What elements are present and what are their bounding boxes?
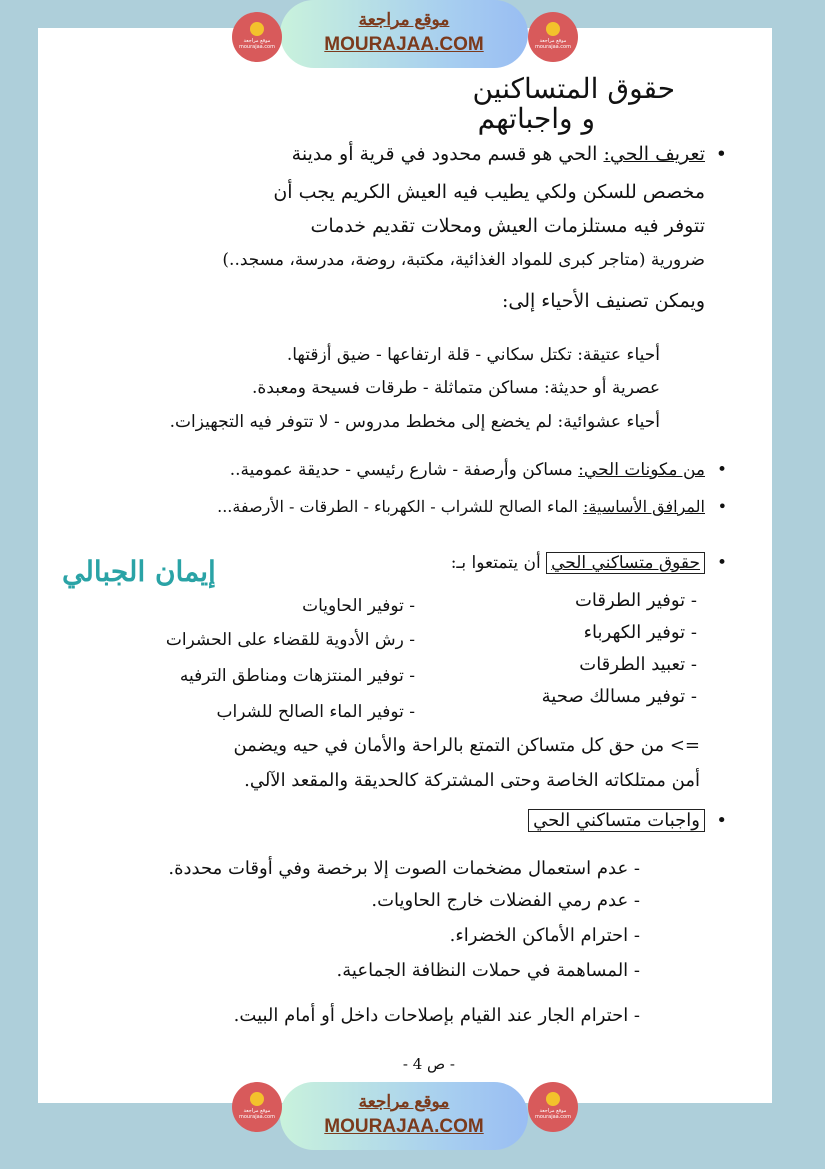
- duty-item: - عدم استعمال مضخمات الصوت إلا برخصة وفي أوقات محددة.: [168, 858, 640, 879]
- banner-site[interactable]: MOURAJAA.COM: [324, 1116, 484, 1137]
- type-item: عصرية أو حديثة: مساكن متماثلة - طرقات فسيحة ومعبدة.: [252, 378, 660, 398]
- duties-heading: • واجبات متساكني الحي: [528, 810, 705, 831]
- type-item: أحياء عشوائية: لم يخضع إلى مخطط مدروس - لا تتوفر فيه التجهيزات.: [169, 412, 660, 432]
- definition-line: ضرورية (متاجر كبرى للمواد الغذائية، مكتبة، روضة، مدرسة، مسجد..): [222, 250, 705, 270]
- definition-line: • تعريف الحي: الحي هو قسم محدود في قرية أو مدينة: [292, 143, 705, 165]
- rights-item: - توفير مسالك صحية: [541, 686, 697, 707]
- rights-item: - توفير الكهرباء: [583, 622, 697, 643]
- site-logo-icon: موقع مراجعة mourajaa.com: [528, 12, 578, 62]
- banner-arabic: موقع مراجعة: [358, 1092, 450, 1111]
- banner-site[interactable]: MOURAJAA.COM: [324, 34, 484, 55]
- duty-item: - احترام الجار عند القيام بإصلاحات داخل أو أمام البيت.: [233, 1005, 640, 1026]
- duty-item: - احترام الأماكن الخضراء.: [449, 925, 640, 946]
- definition-line: مخصص للسكن ولكي يطيب فيه العيش الكريم يجب أن: [273, 181, 705, 203]
- site-banner-bottom[interactable]: [280, 1082, 528, 1150]
- banner-arabic: موقع مراجعة: [358, 10, 450, 29]
- title-line2: و واجباتهم: [477, 102, 595, 135]
- signature: إيمان الجبالي: [62, 555, 216, 588]
- duty-item: - عدم رمي الفضلات خارج الحاويات.: [371, 890, 640, 911]
- rights-item: - توفير الحاويات: [302, 596, 415, 616]
- definition-line: ويمكن تصنيف الأحياء إلى:: [501, 290, 705, 312]
- site-logo-icon: موقع مراجعة mourajaa.com: [528, 1082, 578, 1132]
- site-logo-icon: موقع مراجعة mourajaa.com: [232, 12, 282, 62]
- rights-heading: • حقوق متساكني الحي أن يتمتعوا بـ:: [451, 553, 705, 573]
- page-number: - ص 4 -: [402, 1055, 455, 1073]
- facilities-line: • المرافق الأساسية: الماء الصالح للشراب - الكهرباء - الطرقات - الأرصفة...: [217, 497, 705, 516]
- title-line1: حقوق المتساكنين: [472, 72, 675, 105]
- rights-item: - توفير المنتزهات ومناطق الترفيه: [179, 666, 415, 686]
- definition-line: تتوفر فيه مستلزمات العيش ومحلات تقديم خدمات: [310, 215, 705, 237]
- conclusion-line: أمن ممتلكاته الخاصة وحتى المشتركة كالحديقة والمقعد الآلي.: [244, 770, 700, 791]
- components-line: • من مكونات الحي: مساكن وأرصفة - شارع رئيسي - حديقة عمومية..: [230, 460, 705, 480]
- rights-item: - توفير الماء الصالح للشراب: [216, 702, 415, 722]
- site-banner-top[interactable]: [280, 0, 528, 68]
- duty-item: - المساهمة في حملات النظافة الجماعية.: [336, 960, 640, 981]
- rights-item: - توفير الطرقات: [574, 590, 697, 611]
- rights-item: - تعبيد الطرقات: [579, 654, 697, 675]
- type-item: أحياء عتيقة: تكتل سكاني - قلة ارتفاعها - ضيق أزقتها.: [286, 345, 660, 365]
- site-logo-icon: موقع مراجعة mourajaa.com: [232, 1082, 282, 1132]
- rights-item: - رش الأدوية للقضاء على الحشرات: [165, 630, 415, 650]
- conclusion-line: => من حق كل متساكن التمتع بالراحة والأمان في حيه ويضمن: [233, 735, 700, 756]
